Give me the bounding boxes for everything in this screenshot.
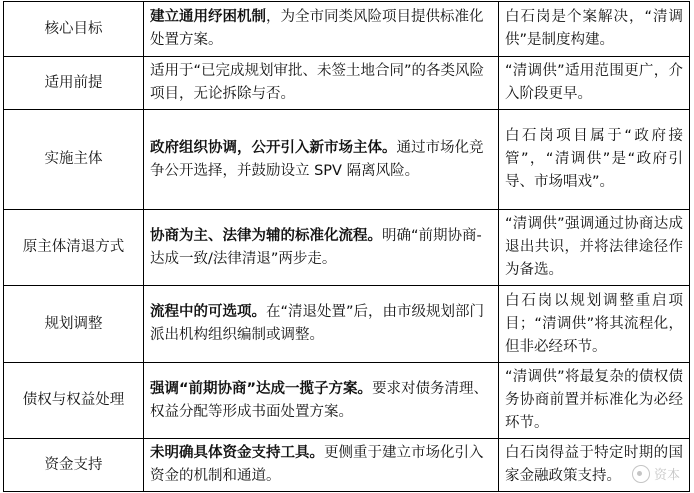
row-description	[144, 2, 499, 57]
description-text: 更侧重于建立市场化引入资金的机制和通道。	[150, 445, 484, 484]
table-row	[4, 57, 690, 110]
description-emphasis: 协商为主、法律为辅的标准化流程。	[150, 227, 382, 244]
row-comparison: “清调供”将最复杂的债权债务协商前置并标准化为必经环节。	[499, 363, 690, 439]
row-description	[144, 110, 499, 210]
row-description	[144, 210, 499, 286]
table-row	[4, 439, 690, 492]
table-row	[4, 2, 690, 57]
description-emphasis: 建立通用纾困机制	[150, 9, 266, 25]
row-label: 原主体清退方式	[4, 210, 144, 286]
row-description	[144, 57, 499, 110]
row-comparison: 白石岗得益于特定时期的国家金融政策支持。	[499, 439, 690, 492]
description-text: 适用于“已完成规划审批、未签土地合同”的各类风险项目，无论拆除与否。	[150, 63, 485, 102]
description-emphasis: 未明确具体资金支持工具。	[150, 445, 324, 461]
watermark	[632, 464, 680, 483]
description-text: ，为全市同类风险项目提供标准化处置方案。	[150, 9, 484, 48]
description-text: 在“清退处置”后，由市级规划部门派出机构组织编制或调整。	[150, 304, 485, 343]
comparison-table	[3, 1, 690, 492]
table-row	[4, 286, 690, 363]
row-label: 资金支持	[4, 439, 144, 492]
table-row	[4, 210, 690, 286]
row-label: 实施主体	[4, 110, 144, 210]
row-comparison: 白石岗是个案解决，“清调供”是制度构建。	[499, 2, 690, 57]
table-row	[4, 110, 690, 210]
row-description	[144, 439, 499, 492]
row-label: 核心目标	[4, 2, 144, 57]
description-text: 通过市场化竞争公开选择，并鼓励设立 SPV 隔离风险。	[150, 139, 484, 179]
row-comparison: 白石岗以规划调整重启项目；“清调供”将其流程化，但非必经环节。	[499, 286, 690, 363]
row-label: 规划调整	[4, 286, 144, 363]
row-description	[144, 286, 499, 363]
row-label: 适用前提	[4, 57, 144, 110]
watermark-text: 资本	[653, 468, 680, 483]
row-label: 债权与权益处理	[4, 363, 144, 439]
description-text: 要求对债务清理、权益分配等形成书面处置方案。	[150, 380, 489, 420]
wechat-icon	[632, 465, 650, 483]
table-row	[4, 363, 690, 439]
description-emphasis: 流程中的可选项。	[150, 304, 266, 320]
row-description	[144, 363, 499, 439]
description-emphasis: 政府组织协调，公开引入新市场主体。	[150, 139, 397, 156]
description-text: 明确“前期协商-达成一致/法律清退”两步走。	[150, 227, 482, 267]
description-emphasis: 强调“前期协商”达成一揽子方案。	[150, 380, 373, 397]
row-comparison: “清调供”适用范围更广，介入阶段更早。	[499, 57, 690, 110]
row-comparison: “清调供”强调通过协商达成退出共识，并将法律途径作为备选。	[499, 210, 690, 286]
row-comparison: 白石岗项目属于“政府接管”，“清调供”是“政府引导、市场唱戏”。	[499, 110, 690, 210]
